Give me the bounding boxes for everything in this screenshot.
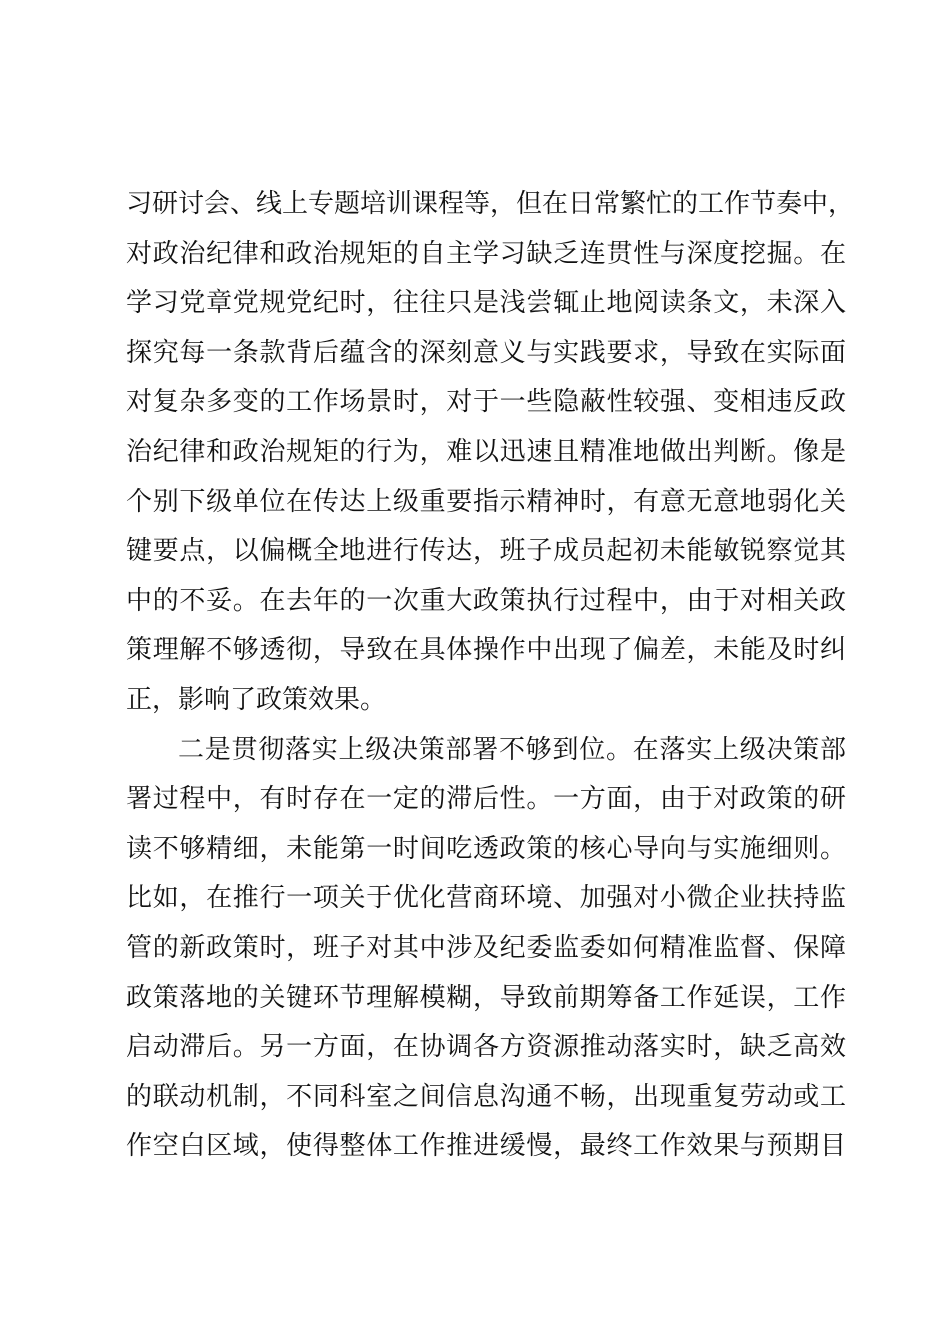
paragraph-1-line-5: 对复杂多变的工作场景时，对于一些隐蔽性较强、变相违反政 [126,387,846,418]
paragraph-2-line-1: 二是贯彻落实上级决策部署不够到位。在落实上级决策部 [178,734,846,765]
paragraph-1-line-8: 键要点，以偏概全地进行传达，班子成员起初未能敏锐察觉其 [126,536,846,567]
paragraph-1-line-4: 探究每一条款背后蕴含的深刻意义与实践要求，导致在实际面 [126,337,846,368]
paragraph-1-line-11: 正，影响了政策效果。 [126,684,387,715]
paragraph-1-line-3: 学习党章党规党纪时，往往只是浅尝辄止地阅读条文，未深入 [126,288,846,319]
paragraph-2-line-5: 管的新政策时，班子对其中涉及纪委监委如何精准监督、保障 [126,932,846,963]
paragraph-2-line-9: 作空白区域，使得整体工作推进缓慢，最终工作效果与预期目 [126,1131,846,1162]
paragraph-2-line-3: 读不够精细，未能第一时间吃透政策的核心导向与实施细则。 [126,833,846,864]
paragraph-1-line-1: 习研讨会、线上专题培训课程等，但在日常繁忙的工作节奏中， [126,189,855,219]
paragraph-1-line-7: 个别下级单位在传达上级重要指示精神时，有意无意地弱化关 [126,486,846,517]
paragraph-2-line-6: 政策落地的关键环节理解模糊，导致前期筹备工作延误，工作 [126,982,846,1013]
paragraph-2-line-2: 署过程中，有时存在一定的滞后性。一方面，由于对政策的研 [126,784,846,815]
paragraph-2-line-8: 的联动机制，不同科室之间信息沟通不畅，出现重复劳动或工 [126,1081,846,1112]
paragraph-2-line-7: 启动滞后。另一方面，在协调各方资源推动落实时，缺乏高效 [126,1032,846,1063]
paragraph-1-line-10: 策理解不够透彻，导致在具体操作中出现了偏差，未能及时纠 [126,635,846,666]
paragraph-1-line-6: 治纪律和政治规矩的行为，难以迅速且精准地做出判断。像是 [126,436,846,467]
paragraph-1-line-9: 中的不妥。在去年的一次重大政策执行过程中，由于对相关政 [126,585,846,616]
paragraph-2-line-4: 比如，在推行一项关于优化营商环境、加强对小微企业扶持监 [126,883,846,914]
paragraph-1-line-2: 对政治纪律和政治规矩的自主学习缺乏连贯性与深度挖掘。在 [126,238,846,269]
body-text [126,180,855,1172]
